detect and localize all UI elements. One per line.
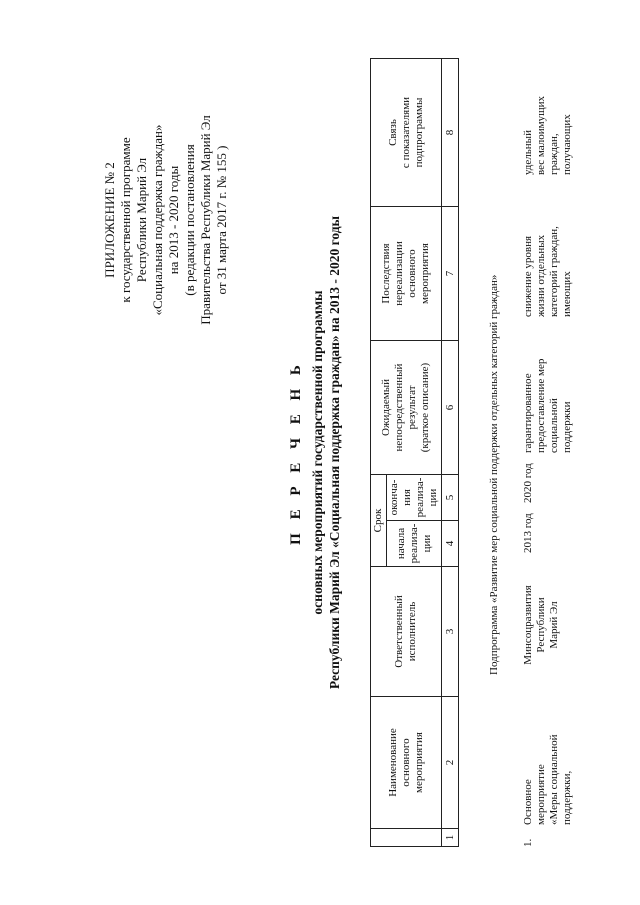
appendix-line: от 31 марта 2017 г. № 155 ) — [214, 145, 229, 295]
header-start: начала реализа- ции — [387, 521, 442, 567]
column-number: 8 — [442, 59, 459, 207]
header-col1 — [371, 829, 442, 847]
column-number: 1 — [442, 829, 459, 847]
measures-table — [370, 58, 459, 847]
row-name: Основное мероприятие «Меры социальной поддержки, — [522, 734, 573, 825]
header-link: Связь с показателями подпрограммы — [371, 59, 442, 207]
column-number: 2 — [442, 697, 459, 829]
row-consequence: снижение уровня жизни отдельных категорий граждан, имеющих — [522, 226, 573, 317]
appendix-line: «Социальная поддержка граждан» — [150, 124, 165, 316]
column-number-row — [442, 59, 459, 847]
row-end: 2020 год — [522, 463, 534, 503]
header-consequence: Последствия нереализации основного мероприятия — [371, 207, 442, 341]
header-executor: Ответственный исполнитель — [371, 567, 442, 697]
appendix-line: к государственной программе — [118, 137, 133, 303]
column-number: 7 — [442, 207, 459, 341]
row-start: 2013 год — [522, 513, 534, 553]
appendix-block — [102, 95, 230, 345]
subprogram-heading: Подпрограмма «Развитие мер социальной поддержки отдельных категорий граждан» — [488, 274, 500, 675]
appendix-line: ПРИЛОЖЕНИЕ № 2 — [102, 162, 117, 278]
header-term: Срок — [371, 475, 387, 567]
appendix-line: Республики Марий Эл — [134, 157, 149, 283]
row-executor: Минсоцразвития Республики Марий Эл — [522, 585, 560, 665]
column-number: 3 — [442, 567, 459, 697]
appendix-line: на 2013 - 2020 годы — [166, 165, 181, 275]
column-number: 6 — [442, 341, 459, 475]
header-end: оконча- ния реализа- ции — [387, 475, 442, 521]
appendix-line: (в редакции постановления — [182, 144, 197, 296]
appendix-line: Правительства Республики Марий Эл — [198, 115, 213, 325]
header-name: Наименование основного мероприятия — [371, 697, 442, 829]
column-number: 4 — [442, 521, 459, 567]
header-result: Ожидаемый непосредственный результат (краткое описание) — [371, 341, 442, 475]
document-title: П Е Р Е Ч Е Н Ь — [288, 360, 304, 545]
table-header-row — [371, 59, 387, 847]
row-number: 1. — [522, 838, 534, 847]
row-result: гарантированное предоставление мер социальной поддержки — [522, 358, 573, 453]
row-link: удельный вес малоимущих граждан, получающих — [522, 96, 573, 175]
document-subtitle: основных мероприятий государственной программы — [310, 290, 325, 615]
column-number: 5 — [442, 475, 459, 521]
document-subtitle-2: Республики Марий Эл «Социальная поддержка граждан» на 2013 - 2020 годы — [327, 215, 342, 690]
